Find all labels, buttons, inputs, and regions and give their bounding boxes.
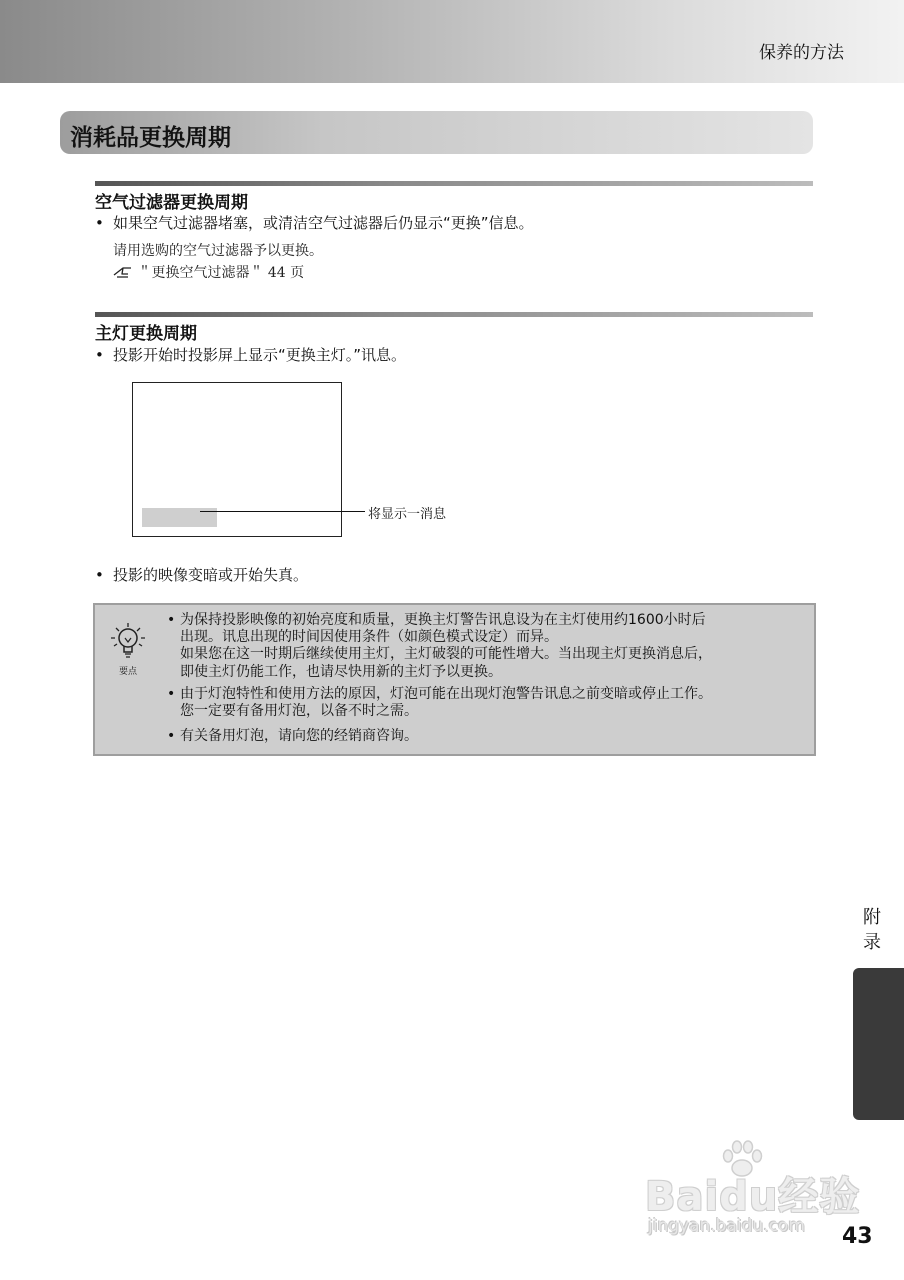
lightbulb-icon bbox=[106, 616, 150, 664]
tip-bullet: • bbox=[167, 728, 176, 744]
tip-line: 您一定要有备用灯泡，以备不时之需。 bbox=[180, 703, 418, 720]
tip-line: 有关备用灯泡，请向您的经销商咨询。 bbox=[180, 728, 418, 744]
tip-bullet: • bbox=[167, 686, 176, 702]
watermark-logo: Baidu经验 bbox=[645, 1174, 861, 1220]
lamp-title: 主灯更换周期 bbox=[95, 324, 197, 344]
section-title: 消耗品更换周期 bbox=[70, 125, 231, 151]
lamp-bullet-1: • 投影开始时投影屏上显示“更换主灯。”讯息。 bbox=[95, 346, 407, 364]
tip-line: 出现。讯息出现的时间因使用条件（如颜色模式设定）而异。 bbox=[180, 629, 558, 646]
tip-line: 为保持投影映像的初始亮度和质量，更换主灯警告讯息设为在主灯使用约1600小时后 bbox=[180, 612, 706, 628]
lamp-bullet-2: • 投影的映像变暗或开始失真。 bbox=[95, 566, 309, 584]
tip-label: 要点 bbox=[119, 667, 138, 677]
tip-bullet: • bbox=[167, 612, 176, 628]
side-tab[interactable] bbox=[853, 968, 904, 1120]
tip-line: 即使主灯仍能工作，也请尽快用新的主灯予以更换。 bbox=[180, 663, 502, 680]
air-filter-note: 请用选购的空气过滤器予以更换。 bbox=[113, 243, 323, 259]
callout-label: 将显示一消息 bbox=[368, 507, 447, 522]
air-filter-reference-text: ＂更换空气过滤器＂ 44 页 bbox=[137, 265, 305, 281]
air-filter-bullet-text: 如果空气过滤器堵塞，或清洁空气过滤器后仍显示“更换”信息。 bbox=[113, 214, 534, 232]
pointing-hand-icon bbox=[113, 265, 133, 279]
lamp-bullet-2-text: 投影的映像变暗或开始失真。 bbox=[113, 566, 309, 584]
watermark-url: jingyan.baidu.com bbox=[648, 1216, 805, 1236]
chapter-title: 保养的方法 bbox=[759, 43, 844, 63]
tip-line: 如果您在这一时期后继续使用主灯，主灯破裂的可能性增大。当出现主灯更换消息后， bbox=[180, 646, 712, 663]
subsection-rule bbox=[95, 181, 813, 186]
page-number: 43 bbox=[842, 1224, 873, 1249]
tip-item bbox=[167, 612, 807, 681]
air-filter-reference[interactable] bbox=[113, 262, 304, 282]
tip-line: 由于灯泡特性和使用方法的原因，灯泡可能在出现灯泡警告讯息之前变暗或停止工作。 bbox=[180, 686, 712, 702]
tip-item bbox=[167, 728, 807, 745]
callout-leader-line bbox=[200, 511, 365, 512]
air-filter-bullet: • 如果空气过滤器堵塞，或清洁空气过滤器后仍显示“更换”信息。 bbox=[95, 214, 534, 232]
tip-item bbox=[167, 686, 807, 720]
side-tab-label[interactable]: 附录 bbox=[863, 907, 881, 953]
lamp-bullet-1-text: 投影开始时投影屏上显示“更换主灯。”讯息。 bbox=[113, 346, 407, 364]
air-filter-title: 空气过滤器更换周期 bbox=[95, 193, 248, 213]
subsection-rule bbox=[95, 312, 813, 317]
